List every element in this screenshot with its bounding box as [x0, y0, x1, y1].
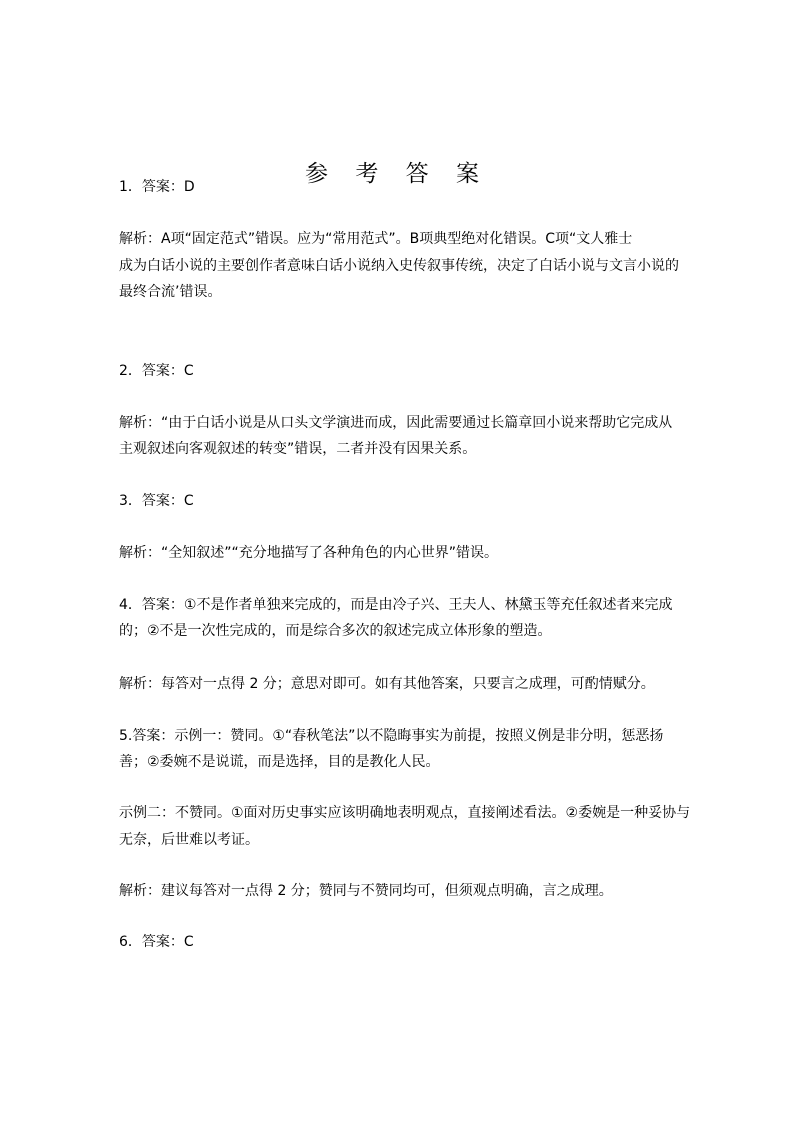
q3-answer: 3．答案：C	[119, 493, 194, 509]
page-title: 参 考 答 案	[305, 161, 489, 187]
q6-answer: 6．答案：C	[119, 934, 194, 950]
q5-answer-line-1: 5.答案：示例一：赞同。①“春秋笔法”以不隐晦事实为前提，按照义例是非分明，惩恶扬	[119, 728, 664, 744]
q1-analysis-line-2: 成为白话小说的主要创作者意味白话小说纳入史传叙事传统，决定了白话小说与文言小说的	[119, 258, 679, 274]
q2-answer: 2．答案：C	[119, 363, 194, 379]
q2-analysis-line-2: 主观叙述向客观叙述的转变”错误，二者并没有因果关系。	[119, 441, 477, 457]
q5-analysis: 解析：建议每答对一点得 2 分；赞同与不赞同均可，但须观点明确，言之成理。	[119, 883, 613, 899]
q2-analysis-line-1: 解析：“由于白话小说是从口头文学演进而成，因此需要通过长篇章回小说来帮助它完成从	[119, 415, 673, 431]
q1-analysis-line-3: 最终合流’错误。	[119, 284, 222, 300]
q5-example-2-line-2: 无奈，后世难以考证。	[119, 832, 259, 848]
q1-analysis-line-1: 解析：A项“固定范式”错误。应为“常用范式”。B项典型绝对化错误。C项“文人雅士	[119, 231, 633, 247]
q5-answer-line-2: 善；②委婉不是说谎，而是选择，目的是教化人民。	[119, 754, 440, 770]
q5-example-2-line-1: 示例二：不赞同。①面对历史事实应该明确地表明观点，直接阐述看法。②委婉是一种妥协与	[119, 805, 691, 821]
q4-analysis: 解析：每答对一点得 2 分；意思对即可。如有其他答案，只要言之成理，可酌情赋分。	[119, 676, 655, 692]
q4-answer-line-2: 的；②不是一次性完成的，而是综合多次的叙述完成立体形象的塑造。	[119, 623, 552, 639]
q3-analysis: 解析：“全知叙述”“充分地描写了各种角色的内心世界”错误。	[119, 545, 499, 561]
q1-answer: 1．答案：D	[119, 179, 195, 195]
q4-answer-line-1: 4．答案：①不是作者单独来完成的，而是由冷子兴、王夫人、林黛玉等充任叙述者来完成	[119, 597, 673, 613]
